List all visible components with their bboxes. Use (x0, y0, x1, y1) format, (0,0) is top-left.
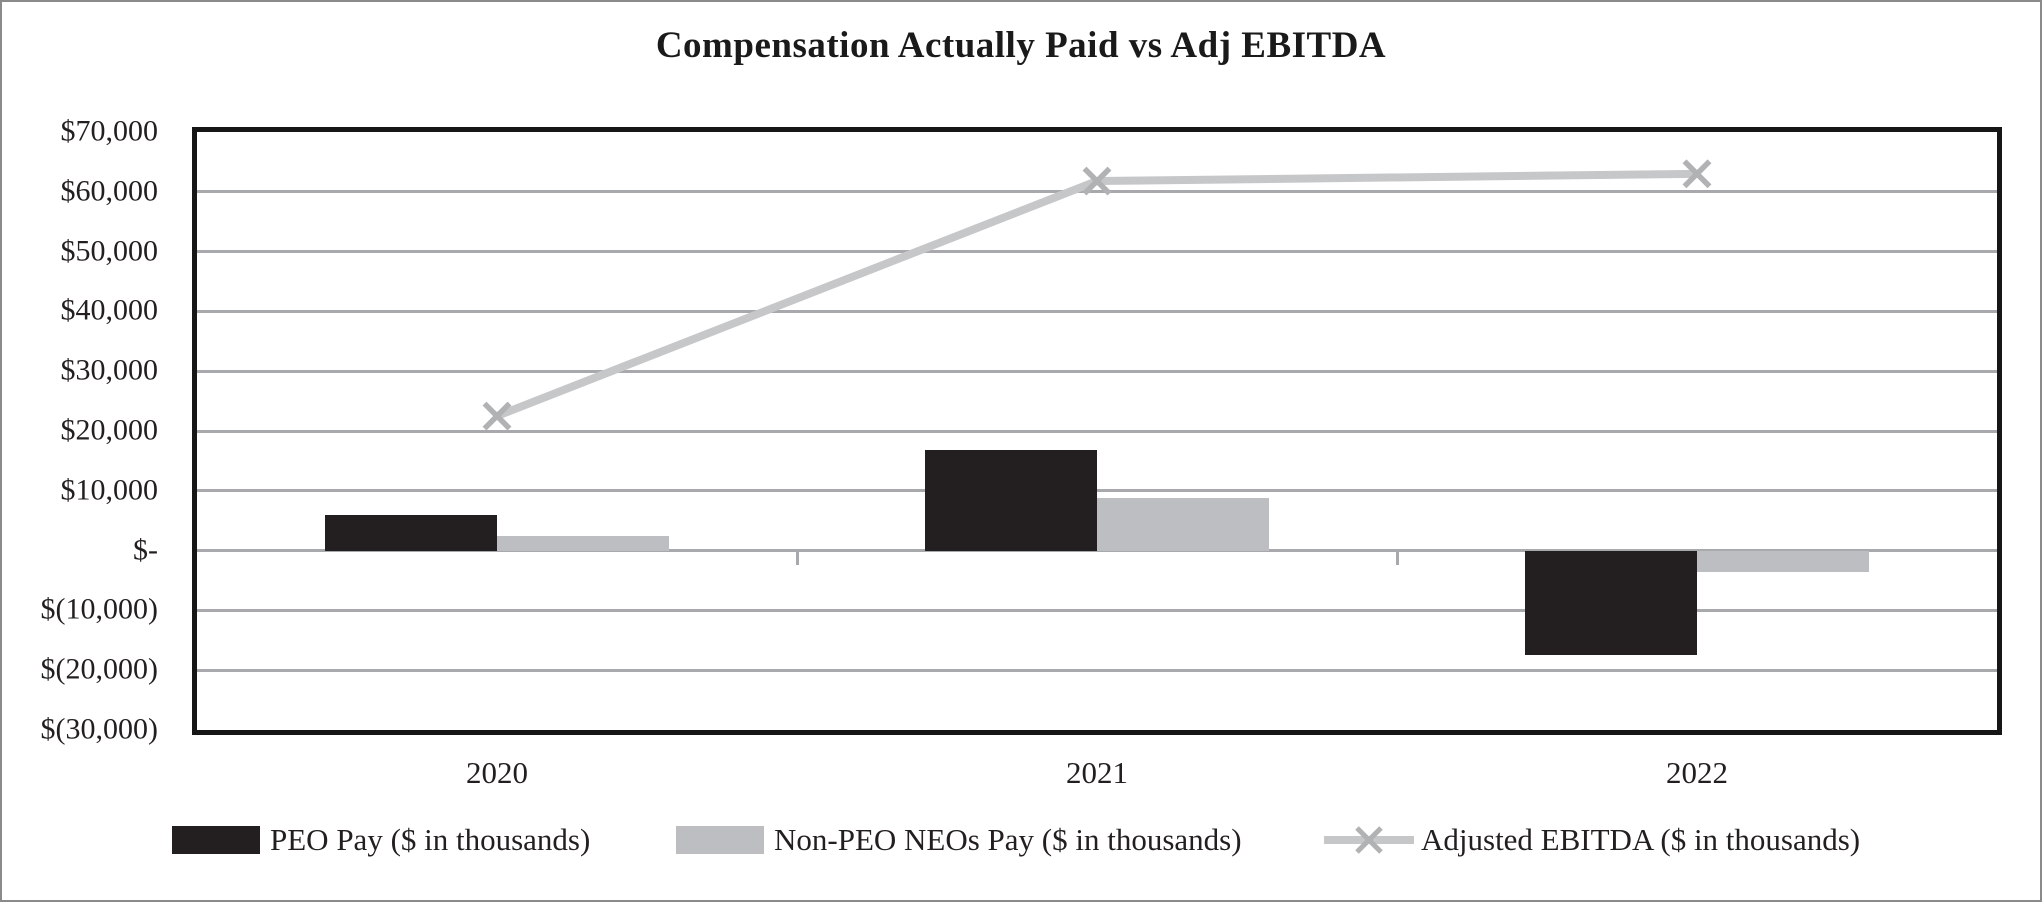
legend-swatch-peo-pay (172, 826, 260, 854)
y-axis-label--10000: $(10,000) (40, 592, 158, 626)
y-axis-label--30000: $(30,000) (40, 712, 158, 746)
legend-label-0: PEO Pay ($ in thousands) (270, 822, 591, 857)
legend-line-sample (1324, 820, 1414, 860)
plot-area (192, 127, 2002, 735)
adjusted-ebitda-line (497, 174, 1697, 416)
y-axis-label-30000: $30,000 (60, 353, 158, 387)
chart-title: Compensation Actually Paid vs Adj EBITDA (655, 25, 1387, 66)
y-axis-label-60000: $60,000 (60, 174, 158, 208)
y-axis-label--20000: $(20,000) (40, 652, 158, 686)
x-axis-label-2021: 2021 (1066, 755, 1128, 790)
adjusted-ebitda-line-layer (197, 132, 1997, 730)
legend-label-1: Non-PEO NEOs Pay ($ in thousands) (774, 822, 1242, 857)
y-axis-label-50000: $50,000 (60, 233, 158, 267)
x-axis-label-2022: 2022 (1666, 755, 1728, 790)
x-axis-label-2020: 2020 (466, 755, 528, 790)
y-axis-label-70000: $70,000 (60, 114, 158, 148)
legend-label-2: Adjusted EBITDA ($ in thousands) (1421, 822, 1861, 857)
y-axis-label-40000: $40,000 (60, 293, 158, 327)
y-axis-label-0: $- (133, 532, 158, 566)
legend-line-marker-icon (1324, 820, 1414, 860)
legend-swatch-non-peo-pay (676, 826, 764, 854)
y-axis-label-20000: $20,000 (60, 413, 158, 447)
y-axis-label-10000: $10,000 (60, 473, 158, 507)
